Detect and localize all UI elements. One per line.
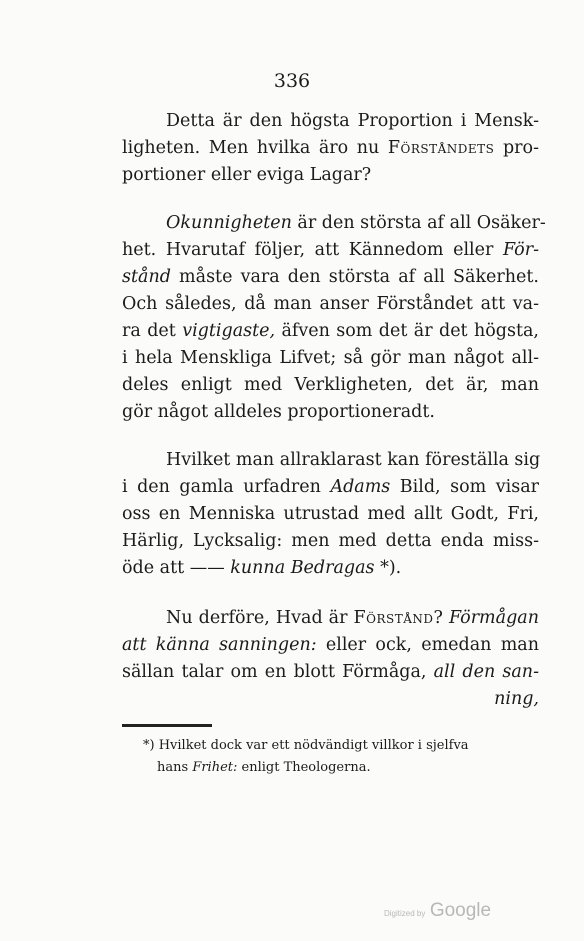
google-logo: Google <box>429 900 492 921</box>
text-line: portioner eller eviga Lagar? <box>122 165 372 185</box>
text-line: Hvilket man allraklarast kan föreställa sig <box>166 450 541 470</box>
text-line: ligheten. Men hvilka äro nu Förståndets pro- <box>122 138 539 158</box>
text-line: ra det vigtigaste, äfven som det är det högsta, <box>122 321 539 341</box>
footnote <box>143 735 539 779</box>
text-line: sällan talar om en blott Förmåga, all den san- <box>122 662 539 682</box>
text-line: oss en Menniska utrustad med allt Godt, Fri, <box>122 504 539 524</box>
footnote-line: hans Frihet: enligt Theologerna. <box>157 760 371 775</box>
text-line: Detta är den högsta Proportion i Mensk- <box>166 111 539 131</box>
text-line: Okunnigheten är den största af all Osäker- <box>166 213 546 233</box>
paragraph-4 <box>122 605 539 713</box>
text-line: att känna sanningen: eller ock, emedan man <box>122 635 539 655</box>
text-line: Nu derföre, Hvad är Förstånd? Förmågan <box>166 608 539 628</box>
catchword: ning, <box>494 689 539 709</box>
text-line: i den gamla urfadren Adams Bild, som visar <box>122 477 539 497</box>
text-line: het. Hvarutaf följer, att Kännedom eller För- <box>122 240 539 260</box>
digitized-watermark <box>384 900 491 922</box>
paragraph-2 <box>122 210 546 426</box>
text-line: i hela Menskliga Lifvet; så gör man något all- <box>122 348 539 368</box>
text-line: gör något alldeles proportioneradt. <box>122 402 435 422</box>
paragraph-1 <box>122 108 539 189</box>
text-line: Och således, då man anser Förståndet att va- <box>122 294 539 314</box>
footnote-divider <box>122 724 212 727</box>
text-line: öde att —— kunna Bedragas *). <box>122 558 402 578</box>
page-number: 336 <box>273 70 311 92</box>
text-line: Härlig, Lycksalig: men med detta enda miss- <box>122 531 539 551</box>
watermark-prefix: Digitized by <box>384 909 426 918</box>
text-line: stånd måste vara den största af all Säkerhet. <box>122 267 539 287</box>
paragraph-3 <box>122 447 539 582</box>
text-line: deles enligt med Verkligheten, det är, man <box>122 375 539 395</box>
footnote-line: *) Hvilket dock var ett nödvändigt villkor i sjelfva <box>143 738 469 753</box>
